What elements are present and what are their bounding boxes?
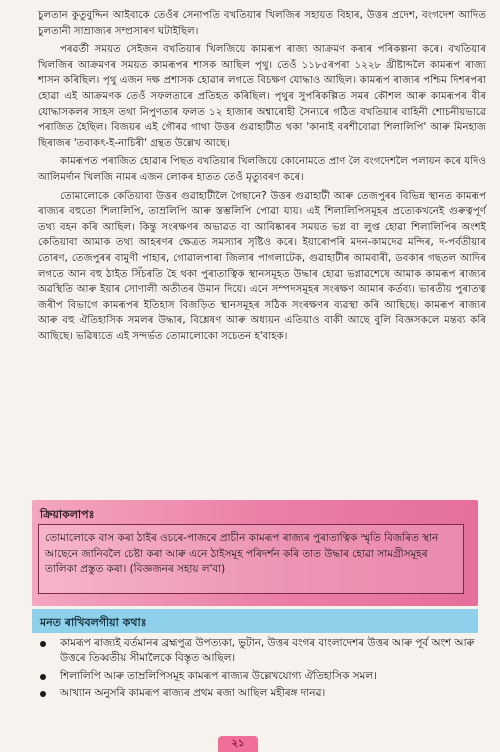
bullet-icon (40, 674, 46, 680)
paragraph: কামৰূপত পৰাজিত হোৱাৰ পিছত বখতিয়াৰ খিলজিয়ে কোনোমতে প্ৰাণ লৈ বংগদেশলৈ পলায়ন কৰে যদিও আলিমৰ্দান খিলজি নামৰ এজন লোকৰ হাতত তেওঁ মৃত্যুবৰণ কৰে। (38, 156, 486, 183)
paragraph: পৰৱৰ্তী সময়ত সেইজন বখতিয়াৰ খিলজিয়ে কামৰূপ ৰাজ্য আক্ৰমণ কৰাৰ পৰিকল্পনা কৰে। বখতিয়াৰ খিলজিৰ আক্ৰমণৰ সময়ত কামৰূপৰ শাসক আছিল পৃথু। তেওঁ ১১৮৫ৰপৰা ১২২৮ খ্ৰীষ্টাব্দলৈ কামৰূপ ৰাজ্য শাসন কৰিছিল। পৃথু এজন দক্ষ প্ৰশাসক হোৱাৰ লগতে বিচক্ষণ যোদ্ধাও আছিল। কামৰূপ ৰাজ্যৰ পশ্চিম দিশৰপৰা হোৱা এই আক্ৰমণক তেওঁ সফলতাৰে প্ৰতিহত কৰিছিল। পৃথুৰ সুপৰিকল্পিত সমৰ কৌশল আৰু কামৰূপৰ বীৰ যোদ্ধাসকলৰ সাহস তথা নিপুণতাৰ ফলত ১২ হাজাৰ অশ্বাৰোহী সৈন্যৰে গঠিত বখতিয়াৰ বাহিনী শোচনীয়ভাৱে পৰাজিত হৈছিল। বিজয়ৰ এই গৌৰৱ গাথা উত্তৰ গুৱাহাটীত থকা 'কানাই বৰশীবোৱা শিলালিপি' আৰু মিনহাজ ছিৰাজৰ 'তবাকৎ-ই-নাচিৰী' গ্ৰন্থত উল্লেখ আছে। (38, 44, 486, 149)
list-item-text: আখ্যান অনুসৰি কামৰূপ ৰাজ্যৰ প্ৰথম ৰজা আছিল মহীৰঙ্গ দানৱ। (60, 687, 326, 700)
bullet-icon (40, 691, 46, 697)
paragraph: চুলতান কুতুবুদ্দিন আইবাকে তেওঁৰ সেনাপতি বখতিয়াৰ খিলজিৰ সহায়ত বিহাৰ, উত্তৰ প্ৰদেশ, বংগদেশ আদিত চুলতানী সাম্ৰাজ্যৰ সম্প্ৰসাৰণ ঘটাইছিল। (38, 10, 486, 37)
paragraph: তোমালোকে কেতিয়াবা উত্তৰ গুৱাহাটীলৈ গৈছানে? উত্তৰ গুৱাহাটী আৰু তেজপুৰৰ বিভিন্ন স্থানত কামৰূপ ৰাজ্যৰ বহুতো শিলালিপি, তাম্ৰলিপি আৰু স্তম্ভলিপি পোৱা যায়। এই শিলালিপিসমূহৰ প্ৰত্যেকখনেই গুৰুত্বপূৰ্ণ তথ্য বহন কৰি আছিল। কিন্তু সংৰক্ষণৰ অভাৱত বা আবিষ্কাৰৰ সময়ত ভগ্ন বা লুপ্ত হোৱা শিলালিপিৰ অংশই কেতিয়াবা আমাক তথ্য আহৰণৰ ক্ষেত্ৰত সমস্যাৰ সৃষ্টিও কৰে। ইয়াৰোপৰি মদন-কামদেৱ মন্দিৰ, দ-পৰ্বতীয়াৰ তোৰণ, তেজপুৰৰ বামুণী পাহাৰ, গোৱালপাৰা জিলাৰ পাগলাটেক, গুৱাহাটীৰ আমবাৰী, ডবকাৰ গছতল আদিৰ লগতে আন বহু ঠাইত সিঁচৰতি হৈ থকা পুৰাতাত্বিক স্থানসমূহত উদ্ধাৰ হোৱা ভগ্নাৱশেষে আমাক কামৰূপ ৰাজ্যৰ অৱস্থিতি আৰু ইয়াৰ সোণালী অতীতৰ উমান দিয়ে। এনে সম্পদসমূহৰ সংৰক্ষণ আমাৰ কৰ্তব্য। ভাৰতীয় পুৰাতত্ব জৰীপ বিভাগে কামৰূপৰ ইতিহাস বিজড়িত স্থানসমূহৰ সঠিক সংৰক্ষণৰ ব্যৱস্থা কৰি আছিছে। কামৰূপ ৰাজ্যৰ আৰু বহু ঐতিহাসিক সমলৰ উদ্ধাৰ, বিশ্লেষণ আৰু অধ্যয়ন এতিয়াও বাকী আছে বুলি বিজ্ঞসকলে মন্তব্য কৰি আছিছে। ভৱিষ্যতে এই সন্দৰ্ভত তোমালোকো সচেতন হ'বাহক। (38, 190, 486, 342)
list-item-text: কামৰূপ ৰাজ্যই বৰ্তমানৰ ব্ৰহ্মপুত্ৰ উপত্যকা, ভুটান, উত্তৰ বংগৰ বাংলাদেশৰ উত্তৰ আৰু পূৰ্ব অংশ আৰু উত্তৰে তিব্বতীয় সীমালৈকে বিস্তৃত আছিল। (60, 637, 475, 665)
remember-heading: মনত ৰাখিবলগীয়া কথাঃ (40, 616, 147, 629)
remember-list (38, 636, 486, 704)
main-text (38, 8, 486, 347)
activity-box (32, 500, 478, 606)
remember-banner (32, 609, 478, 633)
list-item-text: শিলালিপি আৰু তাম্ৰলিপিসমূহ কামৰূপ ৰাজ্যৰ উল্লেখযোগ্য ঐতিহাসিক সমল। (60, 669, 377, 682)
bullet-icon (40, 641, 46, 647)
list-item (38, 636, 486, 667)
activity-heading: ক্ৰিয়াকলাপঃ (40, 508, 95, 521)
list-item (38, 669, 486, 684)
list-item (38, 686, 486, 701)
activity-instruction: তোমালোকে বাস কৰা ঠাইৰ ওচৰে-পাজৰে প্ৰাচীন কামৰূপ ৰাজ্যৰ পুৰাতাত্বিক স্মৃতি বিজৰিত স্থান আছেনে জানিবলৈ চেষ্টা কৰা আৰু এনে ঠাইসমূহ পৰিদৰ্শন কৰি তাত উদ্ধাৰ হোৱা সামগ্ৰীসমূহৰ তালিকা প্ৰস্তুত কৰা। (বিজ্ঞজনৰ সহায় ল'বা) (38, 524, 464, 594)
page-number: ২১ (218, 736, 258, 752)
